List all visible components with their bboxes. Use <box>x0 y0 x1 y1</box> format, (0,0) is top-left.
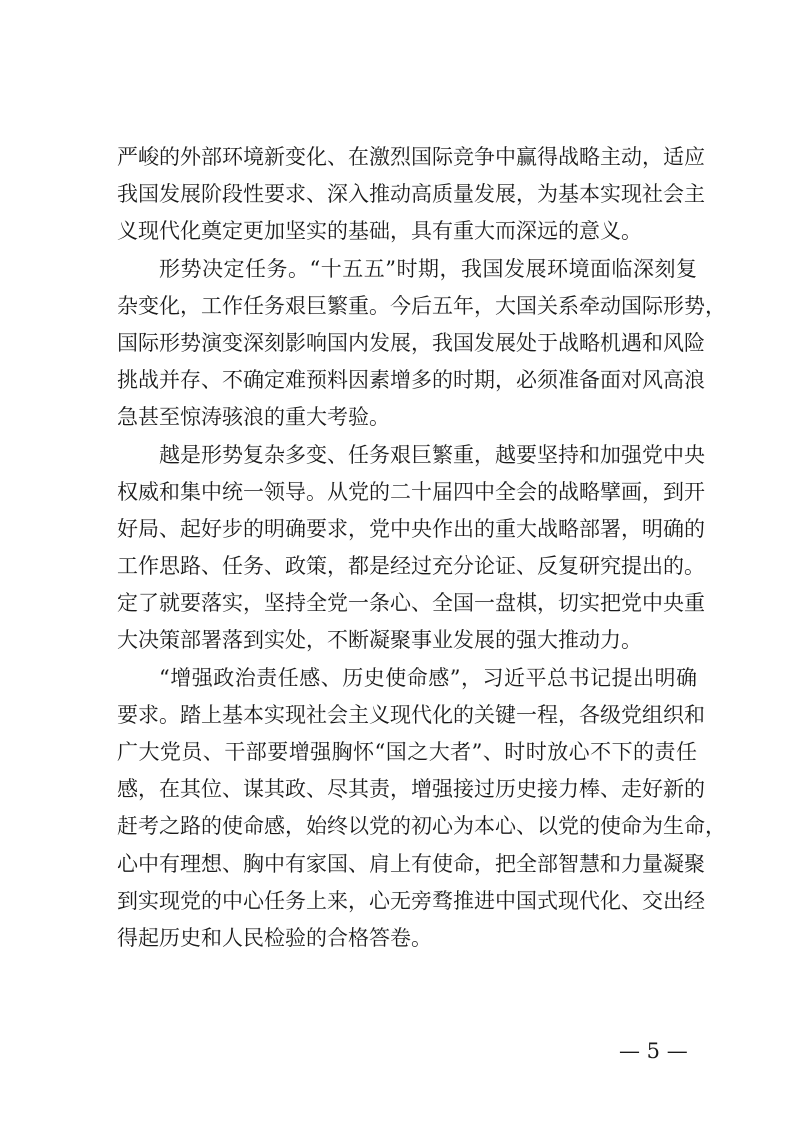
paragraph-4-line-4: 感，在其位、谋其政、尽其责，增强接过历史接力棒、走好新的 <box>117 777 705 802</box>
page-number: — 5 — <box>619 1039 688 1063</box>
paragraph-2-line-2: 杂变化，工作任务艰巨繁重。今后五年，大国关系牵动国际形势， <box>117 293 726 318</box>
paragraph-3-line-4: 工作思路、任务、政策，都是经过充分论证、反复研究提出的。 <box>117 554 705 579</box>
paragraph-1-line-1: 严峻的外部环境新变化、在激烈国际竞争中赢得战略主动，适应 <box>117 145 705 169</box>
paragraph-4-line-1: “增强政治责任感、历史使命感”，习近平总书记提出明确 <box>159 665 697 690</box>
paragraph-2-line-3: 国际形势演变深刻影响国内发展，我国发展处于战略机遇和风险 <box>117 330 705 355</box>
paragraph-3-line-6: 大决策部署落到实处，不断凝聚事业发展的强大推动力。 <box>117 628 642 653</box>
document-body <box>117 139 726 957</box>
paragraph-2-line-5: 急甚至惊涛骇浪的重大考验。 <box>117 405 390 430</box>
paragraph-4-line-7: 到实现党的中心任务上来，心无旁骛推进中国式现代化、交出经 <box>117 888 705 913</box>
paragraph-3-line-2: 权威和集中统一领导。从党的二十届四中全会的战略擘画，到开 <box>117 479 705 504</box>
paragraph-4-line-3: 广大党员、干部要增强胸怀“国之大者”、时时放心不下的责任 <box>117 740 697 764</box>
paragraph-3-line-1: 越是形势复杂多变、任务艰巨繁重，越要坚持和加强党中央 <box>159 442 705 467</box>
paragraph-1-line-2: 我国发展阶段性要求、深入推动高质量发展，为基本实现社会主 <box>117 182 705 207</box>
paragraph-2-line-1: 形势决定任务。“十五五”时期，我国发展环境面临深刻复 <box>159 256 697 281</box>
paragraph-4-line-2: 要求。踏上基本实现社会主义现代化的关键一程，各级党组织和 <box>117 702 705 727</box>
paragraph-4-line-6: 心中有理想、胸中有家国、肩上有使命，把全部智慧和力量凝聚 <box>117 851 705 876</box>
paragraph-2-line-4: 挑战并存、不确定难预料因素增多的时期，必须准备面对风高浪 <box>117 368 705 393</box>
paragraph-3-line-5: 定了就要落实，坚持全党一条心、全国一盘棋，切实把党中央重 <box>117 591 705 616</box>
paragraph-1-line-3: 义现代化奠定更加坚实的基础，具有重大而深远的意义。 <box>117 219 642 244</box>
paragraph-3-line-3: 好局、起好步的明确要求，党中央作出的重大战略部署，明确的 <box>117 516 705 541</box>
paragraph-4-line-8: 得起历史和人民检验的合格答卷。 <box>117 925 432 950</box>
paragraph-4-line-5: 赶考之路的使命感，始终以党的初心为本心、以党的使命为生命， <box>117 814 726 839</box>
